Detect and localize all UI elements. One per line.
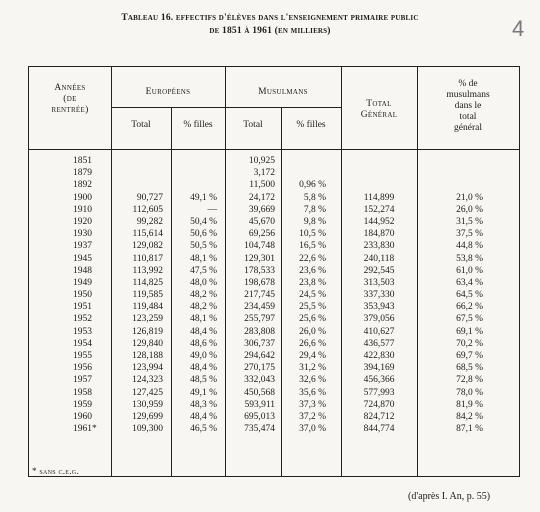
table-cell-eu-filles: 48,4 % [190,411,217,422]
table-cell-total: 844,774 [363,424,395,435]
table-cell-eu-filles: — [207,204,217,215]
table-cell-eu-filles: 48,4 % [190,363,217,374]
table-cell-mu-total: 332,043 [244,375,275,386]
table-cell-eu-filles: 48,4 % [190,326,217,337]
table-cell-mu-filles: 37,3 % [299,399,326,410]
table-cell-total: 313,503 [363,277,395,288]
table-cell-eu-total: 115,614 [132,229,163,240]
table-cell-mu-total: 234,459 [244,302,275,313]
table-cell-eu-total: 110,817 [132,253,163,264]
table-cell-eu-filles: 48,1 % [190,314,217,325]
table-cell-eu-filles [175,179,217,191]
table-cell-mu-total: 217,745 [244,290,275,301]
table-cell-eu-total [115,155,163,167]
table-cell-mu-total: 593,911 [244,399,275,410]
header-mu-total: Total [243,120,263,130]
table-cell-mu-total: 283,808 [244,326,275,337]
table-cell-eu-total: 127,425 [132,387,163,398]
table-cell-pct: 31,5 % [456,216,483,227]
table-cell-eu-filles [175,167,217,179]
table-cell-eu-filles: 48,5 % [190,375,217,386]
table-cell-mu-filles [284,155,326,167]
table-cell-mu-filles: 16,5 % [299,241,326,252]
table-cell-pct: 61,0 % [456,265,483,276]
table-cell-annee: 1930 [73,229,92,240]
table-cell-pct [429,155,483,167]
table-cell-mu-filles: 32,6 % [299,375,326,386]
table-cell-pct: 67,5 % [456,314,483,325]
table-cell-total: 337,330 [363,290,395,301]
subcolumn-divider [281,107,282,476]
table-cell-annee: 1945 [73,253,92,264]
table-title-line2: de 1851 à 1961 (en milliers) [209,26,331,36]
table-cell-annee: 1954 [73,338,92,349]
table-cell-eu-filles: 48,0 % [190,277,217,288]
table-cell-mu-total: 104,748 [244,241,275,252]
table-cell-mu-total: 11,500 [249,180,275,191]
column-mu-total [229,155,275,435]
table-cell-annee: 1900 [73,192,92,203]
table-cell-mu-filles: 31,2 % [299,363,326,374]
subcolumn-divider [171,107,172,476]
table-cell-pct: 69,7 % [456,351,483,361]
column-mu-filles [284,155,326,435]
table-cell-annee: 1910 [73,204,92,215]
table-cell-mu-filles: 0,96 % [299,180,326,191]
table-cell-mu-total: 450,568 [244,387,275,398]
table-cell-eu-total: 123,259 [132,314,163,325]
table-cell-eu-filles: 48,3 % [190,399,217,410]
table-cell-mu-total: 306,737 [244,338,275,349]
table-cell-total: 379,056 [363,314,395,325]
table-cell-eu-filles: 46,5 % [190,424,217,435]
table-cell-total: 233,830 [363,241,395,252]
table-cell-eu-total: 99,282 [136,216,163,227]
table-cell-mu-total: 10,925 [248,156,275,166]
table-cell-mu-filles: 26,6 % [299,338,326,349]
table-cell-eu-total: 129,699 [132,411,163,422]
table-cell-mu-filles: 35,6 % [299,387,326,398]
table-cell-eu-filles: 48,2 % [190,302,217,313]
table-cell-pct: 78,0 % [456,387,483,398]
header-europeens: Européens [145,87,191,97]
table-cell-mu-total: 69,256 [248,229,275,240]
table-cell-mu-filles: 25,5 % [299,302,326,313]
header-mu-filles: % filles [296,120,326,130]
header-bottom-rule [29,149,519,150]
table-cell-eu-total: 129,840 [132,338,163,349]
table-cell-annee: 1951 [73,302,92,313]
table-cell-pct: 53,8 % [456,253,483,264]
table-cell-annee: 1961* [73,424,97,435]
table-cell-eu-total: 109,300 [132,424,163,435]
table-cell-pct: 87,1 % [456,424,483,435]
table-cell-eu-total: 112,605 [132,204,163,215]
table-cell-eu-total: 123,994 [132,363,163,374]
table-cell-pct: 64,5 % [456,290,483,301]
table-cell-mu-filles: 10,5 % [299,229,326,240]
table-cell-mu-total: 24,172 [248,192,275,203]
table-cell-mu-filles: 22,6 % [299,253,326,264]
table-cell-total [341,179,417,191]
header-eu-total: Total [131,120,151,130]
table-cell-total: 456,366 [363,375,395,386]
table-cell-pct: 68,5 % [456,363,483,374]
table-cell-pct: 69,1 % [456,326,483,337]
header-divider [111,107,341,108]
table-cell-mu-total: 695,013 [244,411,275,422]
table-cell-annee: 1956 [73,363,92,374]
table-cell-eu-filles: 49,1 % [190,192,217,203]
table-cell-annee: 1957 [73,375,92,386]
table-cell-annee: 1949 [73,277,92,288]
table-cell-pct [429,167,483,179]
table-cell-annee: 1937 [73,241,92,252]
table-cell-eu-total: 128,188 [132,351,163,361]
table-cell-pct [429,179,483,191]
table-cell-annee: 1892 [73,180,92,191]
table-cell-total: 394,169 [363,363,395,374]
column-annees [73,155,107,435]
column-eu-filles [175,155,217,435]
header-eu-filles: % filles [183,120,213,130]
table-cell-eu-filles: 50,5 % [190,241,217,252]
table-cell-annee: 1960 [73,411,92,422]
table-cell-eu-filles: 49,0 % [190,351,217,361]
table-cell-total: 577,993 [363,387,395,398]
table-cell-annee: 1955 [73,351,92,361]
table-cell-eu-filles [175,155,217,167]
table-cell-mu-total: 178,533 [244,265,275,276]
table-cell-total: 292,545 [363,265,395,276]
table-cell-total: 410,627 [363,326,395,337]
table-cell-pct: 63,4 % [456,277,483,288]
table-cell-pct: 37,5 % [456,229,483,240]
data-table [28,66,520,477]
table-cell-annee: 1851 [73,156,92,166]
table-cell-annee: 1952 [73,314,92,325]
table-cell-total: 353,943 [363,302,395,313]
table-cell-mu-total: 129,301 [244,253,275,264]
table-title-line1: Tableau 16. effectifs d'élèves dans l'enseignement primaire public [121,13,419,23]
table-cell-mu-filles [284,167,326,179]
table-cell-mu-total: 39,669 [248,204,275,215]
table-cell-annee: 1948 [73,265,92,276]
table-cell-mu-filles: 26,0 % [299,326,326,337]
table-cell-pct: 81,9 % [456,399,483,410]
table-cell-eu-total: 119,484 [132,302,163,313]
table-cell-eu-total: 124,323 [132,375,163,386]
table-cell-annee: 1950 [73,290,92,301]
table-cell-annee: 1959 [73,399,92,410]
table-cell-mu-filles: 29,4 % [299,351,326,361]
table-cell-mu-filles: 37,2 % [299,411,326,422]
table-cell-total: 114,899 [363,192,395,203]
table-cell-total: 184,870 [363,229,395,240]
table-cell-eu-total: 129,082 [132,241,163,252]
table-cell-eu-filles: 48,2 % [190,290,217,301]
table-cell-total: 152,274 [363,204,395,215]
table-cell-annee: 1879 [73,168,92,179]
table-cell-total [341,155,417,167]
table-cell-eu-total: 130,959 [132,399,163,410]
table-cell-eu-filles: 49,1 % [190,387,217,398]
table-cell-mu-total: 294,642 [244,351,275,361]
table-cell-pct: 26,0 % [456,204,483,215]
table-cell-total [341,167,417,179]
table-cell-mu-total: 198,678 [244,277,275,288]
table-cell-mu-total: 255,797 [244,314,275,325]
table-title [0,12,540,38]
header-musulmans: Musulmans [258,87,308,97]
column-total-general [341,155,417,435]
table-cell-eu-total: 114,825 [132,277,163,288]
table-cell-eu-total: 113,992 [132,265,163,276]
page-number: 4 [512,16,525,41]
table-cell-mu-total: 3,172 [253,168,275,179]
table-cell-eu-filles: 50,4 % [190,216,217,227]
header-total-general: Total Général [360,99,398,120]
table-cell-pct: 44,8 % [456,241,483,252]
table-cell-total: 422,830 [363,351,395,361]
table-cell-mu-filles: 37,0 % [299,424,326,435]
table-cell-annee: 1958 [73,387,92,398]
table-cell-annee: 1953 [73,326,92,337]
table-cell-mu-total: 45,670 [248,216,275,227]
table-cell-total: 436,577 [363,338,395,349]
table-cell-pct: 72,8 % [456,375,483,386]
table-cell-eu-filles: 48,1 % [190,253,217,264]
table-cell-mu-filles: 7,8 % [303,204,326,215]
table-cell-eu-total: 119,585 [132,290,163,301]
table-cell-eu-total [115,179,163,191]
source-citation: (d'après I. An, p. 55) [408,491,491,502]
table-cell-pct: 84,2 % [456,411,483,422]
table-cell-total: 824,712 [363,411,395,422]
table-cell-mu-total: 270,175 [244,363,275,374]
table-cell-eu-filles: 48,6 % [190,338,217,349]
table-cell-eu-filles: 47,5 % [190,265,217,276]
table-cell-mu-filles: 23,6 % [299,265,326,276]
column-eu-total [115,155,163,435]
table-cell-eu-total: 90,727 [136,192,163,203]
table-cell-total: 240,118 [363,253,395,264]
header-pct-musulmans: % de musulmans dans le total général [446,79,490,133]
table-cell-mu-filles: 5,8 % [303,192,326,203]
table-cell-annee: 1920 [73,216,92,227]
table-cell-pct: 70,2 % [456,338,483,349]
table-cell-mu-filles: 24,5 % [299,290,326,301]
table-cell-eu-total [115,167,163,179]
table-cell-pct: 21,0 % [456,192,483,203]
table-cell-total: 724,870 [363,399,395,410]
column-pct-musulmans [429,155,483,435]
header-annees: Années (de rentrée) [51,83,89,115]
table-cell-mu-filles: 23,8 % [299,277,326,288]
table-cell-eu-filles: 50,6 % [190,229,217,240]
footnote: * sans c.e.g. [32,466,79,476]
table-cell-pct: 66,2 % [456,302,483,313]
table-cell-mu-filles: 9,8 % [303,216,326,227]
table-cell-mu-filles: 25,6 % [299,314,326,325]
table-cell-mu-total: 735,474 [244,424,275,435]
table-cell-total: 144,952 [363,216,395,227]
table-cell-eu-total: 126,819 [132,326,163,337]
